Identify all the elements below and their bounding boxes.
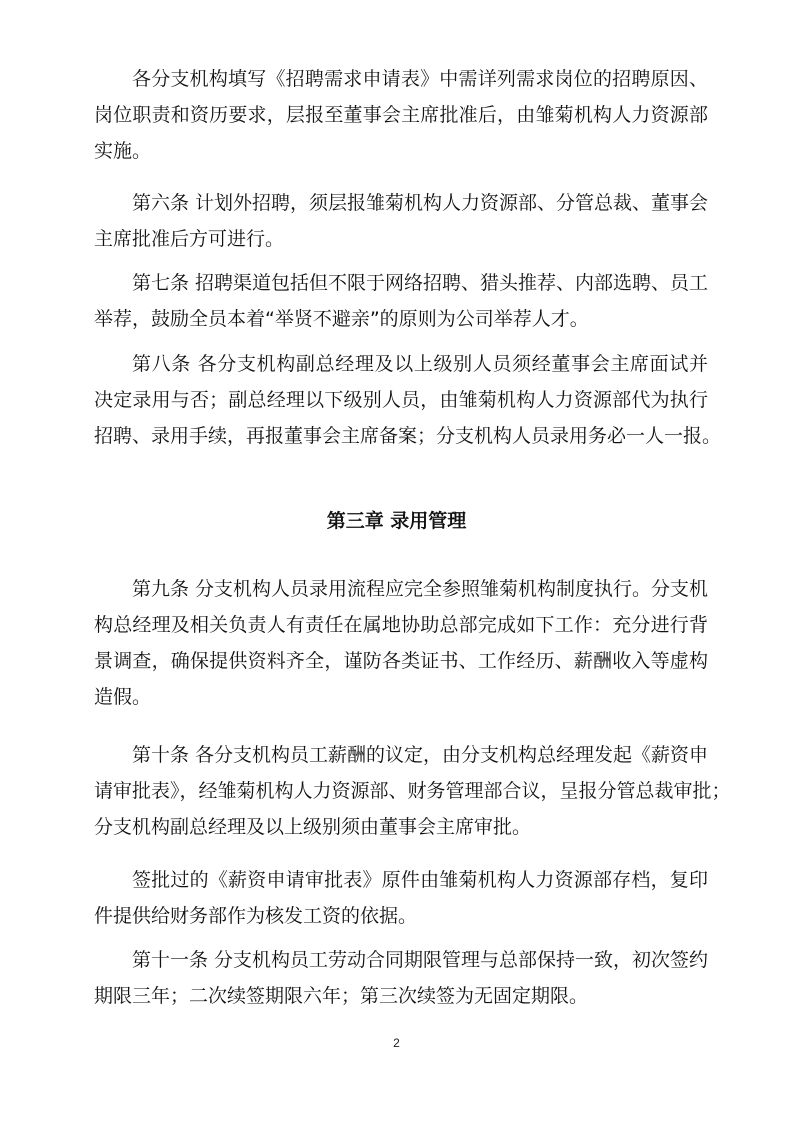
paragraph-salary-approval-archive: [94, 862, 708, 934]
paragraph-article-6: [94, 185, 708, 257]
paragraph-article-10: [94, 737, 731, 845]
paragraph-article-8: [94, 346, 722, 454]
text-line: 第六条 计划外招聘，须层报雏菊机构人力资源部、分管总裁、董事会: [132, 192, 709, 214]
text-line: 分支机构副总经理及以上级别须由董事会主席审批。: [94, 816, 532, 838]
text-line: 决定录用与否；副总经理以下级别人员，由雏菊机构人力资源部代为执行: [94, 389, 708, 411]
paragraph-article-11: [94, 942, 708, 1014]
text-line: 件提供给财务部作为核发工资的依据。: [94, 905, 418, 927]
paragraph-article-9: [94, 571, 708, 715]
paragraph-article-7: [94, 265, 708, 337]
text-line: 招聘、录用手续，再报董事会主席备案；分支机构人员录用务必一人一报。: [94, 425, 722, 447]
text-line: 第十条 各分支机构员工薪酬的议定，由分支机构总经理发起《薪资申: [132, 744, 709, 766]
text-line: 举荐，鼓励全员本着“举贤不避亲”的原则为公司举荐人才。: [94, 308, 589, 330]
text-line: 造假。: [94, 686, 152, 708]
paragraph-recruit-request: [94, 61, 708, 169]
text-line: 第十一条 分支机构员工劳动合同期限管理与总部保持一致，初次签约: [132, 949, 709, 971]
text-line: 构总经理及相关负责人有责任在属地协助总部完成如下工作：充分进行背: [94, 614, 708, 636]
text-line: 各分支机构填写《招聘需求申请表》中需详列需求岗位的招聘原因、: [132, 68, 708, 90]
text-line: 请审批表》，经雏菊机构人力资源部、财务管理部合议，呈报分管总裁审批；: [94, 780, 731, 802]
text-line: 实施。: [94, 140, 152, 162]
text-line: 第九条 分支机构人员录用流程应完全参照雏菊机构制度执行。分支机: [132, 578, 709, 600]
text-line: 期限三年；二次续签期限六年；第三次续签为无固定期限。: [94, 985, 589, 1007]
text-line: 景调查，确保提供资料齐全，谨防各类证书、工作经历、薪酬收入等虚构: [94, 650, 708, 672]
text-line: 签批过的《薪资申请审批表》原件由雏菊机构人力资源部存档，复印: [132, 869, 708, 891]
chapter-heading: 第三章 录用管理: [326, 510, 467, 532]
text-line: 第八条 各分支机构副总经理及以上级别人员须经董事会主席面试并: [132, 353, 708, 375]
text-line: 主席批准后方可进行。: [94, 228, 285, 250]
text-line: 岗位职责和资历要求，层报至董事会主席批准后，由雏菊机构人力资源部: [94, 104, 708, 126]
text-line: 第七条 招聘渠道包括但不限于网络招聘、猎头推荐、内部选聘、员工: [132, 272, 709, 294]
page-number: 2: [393, 1036, 400, 1050]
